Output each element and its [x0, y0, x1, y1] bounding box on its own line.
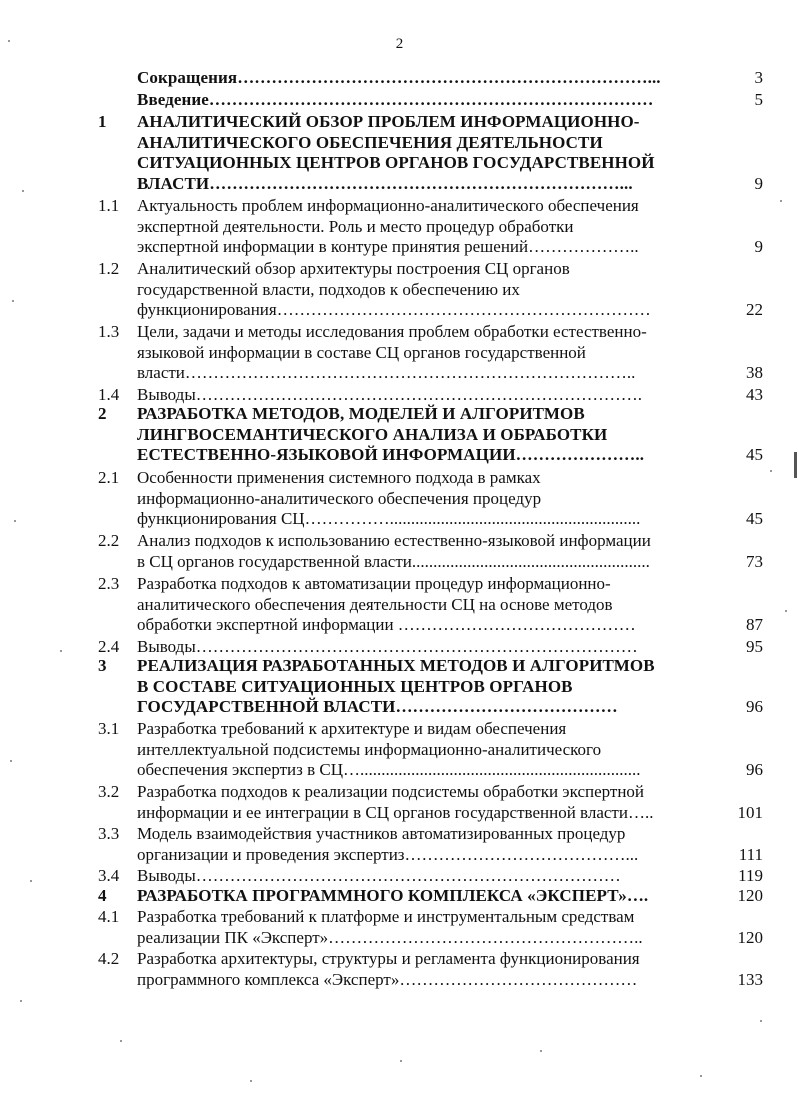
toc-entry-title-line: СИТУАЦИОННЫХ ЦЕНТРОВ ОРГАНОВ ГОСУДАРСТВЕННОЙ — [137, 153, 655, 172]
toc-entry-title — [137, 719, 717, 781]
toc-entry-title-line: Разработка требований к платформе и инструментальным средствам — [137, 907, 635, 926]
toc-entry-page: 5 — [754, 90, 763, 109]
toc-entry-number: 3.1 — [98, 719, 120, 738]
toc-entry-title-line: ГОСУДАРСТВЕННОЙ ВЛАСТИ………………………………… — [137, 697, 618, 716]
toc-entry-title-line: интеллектуальной подсистемы информационно-аналитического — [137, 739, 602, 759]
toc-entry-title-line: функционирования СЦ……………........................................................... — [137, 509, 641, 528]
scan-speck — [14, 520, 16, 522]
toc-entry-page: 87 — [746, 615, 763, 635]
toc-entry-title-line: аналитического обеспечения деятельности СЦ на основе методов — [137, 594, 613, 614]
toc-entry-number: 4 — [98, 886, 107, 905]
scan-speck — [8, 40, 10, 42]
toc-entry-page: 43 — [746, 385, 763, 404]
toc-entry-title-line: государственной власти, подходов к обеспечению их — [137, 279, 520, 299]
toc-entry-page: 9 — [754, 237, 763, 257]
toc-entry-title-line: власти…………………………………………………………………….. — [137, 363, 636, 382]
toc-entry-title-line: функционирования………………………………………………………… — [137, 300, 651, 319]
toc-entry-title — [137, 824, 717, 865]
toc-entry-title-line: Выводы………………………………………………………………… — [137, 866, 621, 885]
toc-entry-title-line: ЕСТЕСТВЕННО-ЯЗЫКОВОЙ ИНФОРМАЦИИ………………….. — [137, 445, 645, 464]
toc-entry-page: 3 — [754, 68, 763, 87]
toc-entry-title-line: Выводы…………………………………………………………………… — [137, 637, 638, 656]
toc-entry-title-line: Модель взаимодействия участников автоматизированных процедур — [137, 824, 626, 843]
toc-entry-number: 3.3 — [98, 824, 120, 843]
toc-entry-title — [137, 907, 717, 948]
toc-entry-title — [137, 404, 717, 466]
toc-entry-number: 2.3 — [98, 574, 120, 593]
toc-entry-page: 45 — [746, 445, 763, 465]
scan-speck — [250, 1080, 252, 1082]
scan-margin-mark — [794, 452, 797, 478]
scan-speck — [22, 190, 24, 192]
toc-entry-number: 1.4 — [98, 385, 120, 404]
toc-entry-title-line: РЕАЛИЗАЦИЯ РАЗРАБОТАННЫХ МЕТОДОВ И АЛГОРИТМОВ — [137, 656, 655, 675]
scan-speck — [120, 1040, 122, 1042]
toc-entry-number: 1.1 — [98, 196, 120, 215]
toc-entry-number: 4.1 — [98, 907, 120, 926]
toc-entry-title-line: Выводы……………………………………………………………………. — [137, 385, 643, 404]
toc-entry-number: 4.2 — [98, 949, 120, 968]
toc-entry-page: 73 — [746, 551, 763, 571]
toc-entry-title-line: обработки экспертной информации …………………………………… — [137, 615, 636, 634]
scan-speck — [12, 300, 14, 302]
toc-entry-page: 133 — [737, 969, 763, 989]
toc-entry-title — [137, 637, 717, 658]
toc-entry-number: 2.2 — [98, 531, 120, 550]
toc-entry-title — [137, 112, 717, 194]
toc-entry-title — [137, 782, 717, 823]
toc-entry-number: 1.3 — [98, 322, 120, 341]
toc-entry-title-line: информационно-аналитического обеспечения процедур — [137, 488, 542, 508]
toc-entry-title-line: ВЛАСТИ………………………………………………………………... — [137, 173, 633, 193]
toc-entry-title-line: ЛИНГВОСЕМАНТИЧЕСКОГО АНАЛИЗА И ОБРАБОТКИ — [137, 424, 608, 444]
toc-entry-page: 22 — [746, 300, 763, 320]
toc-entry-number: 3.4 — [98, 866, 120, 885]
toc-entry-title-line: экспертной деятельности. Роль и место процедур обработки — [137, 216, 574, 236]
toc-entry-title — [137, 385, 717, 406]
scan-speck — [400, 1060, 402, 1062]
toc-entry-title — [137, 531, 717, 572]
toc-entry-page: 119 — [738, 866, 763, 885]
toc-entry-title — [137, 468, 717, 530]
toc-entry-title — [137, 322, 717, 384]
scan-speck — [20, 1000, 22, 1002]
toc-entry-title-line: Цели, задачи и методы исследования проблем обработки естественно- — [137, 322, 647, 341]
toc-entry-number: 3 — [98, 656, 107, 675]
toc-entry-title-line: АНАЛИТИЧЕСКОГО ОБЕСПЕЧЕНИЯ ДЕЯТЕЛЬНОСТИ — [137, 132, 603, 152]
toc-entry-title-line: реализации ПК «Эксперт»……………………………………………….. — [137, 927, 643, 947]
toc-entry-title — [137, 196, 717, 258]
toc-entry-title-line: Сокращения………………………………………………………………... — [137, 68, 661, 87]
toc-entry-title-line: в СЦ органов государственной власти........................................................ — [137, 551, 650, 571]
toc-entry-title — [137, 90, 717, 111]
toc-entry-title — [137, 866, 717, 887]
toc-entry-title — [137, 886, 717, 907]
toc-entry-page: 95 — [746, 637, 763, 656]
page-number: 2 — [395, 36, 404, 52]
toc-entry-title — [137, 656, 717, 718]
scan-speck — [785, 610, 787, 612]
scan-speck — [770, 470, 772, 472]
toc-entry-title — [137, 259, 717, 321]
toc-entry-page: 9 — [754, 173, 763, 193]
toc-entry-title-line: РАЗРАБОТКА МЕТОДОВ, МОДЕЛЕЙ И АЛГОРИТМОВ — [137, 404, 585, 423]
toc-entry-number: 2.1 — [98, 468, 120, 487]
toc-entry-title-line: Разработка требований к архитектуре и видам обеспечения — [137, 719, 567, 738]
toc-entry-number: 2.4 — [98, 637, 120, 656]
scan-speck — [540, 1050, 542, 1052]
toc-entry-title-line: Актуальность проблем информационно-аналитического обеспечения — [137, 196, 639, 215]
toc-entry-title-line: РАЗРАБОТКА ПРОГРАММНОГО КОМПЛЕКСА «ЭКСПЕРТ»…. — [137, 886, 649, 905]
toc-entry-number: 3.2 — [98, 782, 120, 801]
toc-entry-title-line: Разработка подходов к реализации подсистемы обработки экспертной — [137, 782, 645, 801]
scan-speck — [60, 650, 62, 652]
toc-entry-page: 38 — [746, 363, 763, 383]
toc-entry-title-line: Аналитический обзор архитектуры построения СЦ органов — [137, 259, 570, 278]
toc-entry-page: 101 — [737, 802, 763, 822]
scan-speck — [30, 880, 32, 882]
toc-entry-title-line: организации и проведения экспертиз…………………………………... — [137, 844, 639, 864]
toc-entry-title-line: информации и ее интеграции в СЦ органов государственной власти….. — [137, 802, 654, 822]
toc-entry-title — [137, 949, 717, 990]
toc-entry-title — [137, 574, 717, 636]
scan-speck — [10, 760, 12, 762]
toc-entry-title-line: обеспечения экспертиз в СЦ….................................................................. — [137, 760, 641, 779]
toc-entry-title-line: В СОСТАВЕ СИТУАЦИОННЫХ ЦЕНТРОВ ОРГАНОВ — [137, 676, 573, 696]
toc-entry-page: 45 — [746, 509, 763, 529]
toc-entry-page: 120 — [737, 886, 763, 905]
toc-entry-title-line: программного комплекса «Эксперт»…………………………………… — [137, 969, 638, 989]
toc-entry-number: 2 — [98, 404, 107, 423]
toc-entry-title-line: АНАЛИТИЧЕСКИЙ ОБЗОР ПРОБЛЕМ ИНФОРМАЦИОННО- — [137, 112, 640, 131]
scan-speck — [760, 1020, 762, 1022]
toc-entry-title-line: Анализ подходов к использованию естественно-языковой информации — [137, 531, 651, 550]
toc-entry-page: 111 — [738, 844, 763, 864]
toc-entry-title-line: Разработка подходов к автоматизации процедур информационно- — [137, 574, 611, 593]
toc-entry-page: 96 — [746, 760, 763, 780]
toc-entry-title-line: Особенности применения системного подхода в рамках — [137, 468, 541, 487]
toc-entry-number: 1.2 — [98, 259, 120, 278]
toc-entry-title — [137, 68, 717, 89]
toc-entry-page: 120 — [737, 927, 763, 947]
scan-speck — [700, 1075, 702, 1077]
toc-entry-title-line: языковой информации в составе СЦ органов государственной — [137, 342, 586, 362]
toc-entry-title-line: Введение…………………………………………………………………… — [137, 90, 654, 109]
toc-entry-page: 96 — [746, 697, 763, 717]
toc-entry-title-line: Разработка архитектуры, структуры и регламента функционирования — [137, 949, 640, 968]
toc-entry-number: 1 — [98, 112, 107, 131]
scan-speck — [780, 200, 782, 202]
toc-entry-title-line: экспертной информации в контуре принятия решений……………….. — [137, 237, 639, 256]
